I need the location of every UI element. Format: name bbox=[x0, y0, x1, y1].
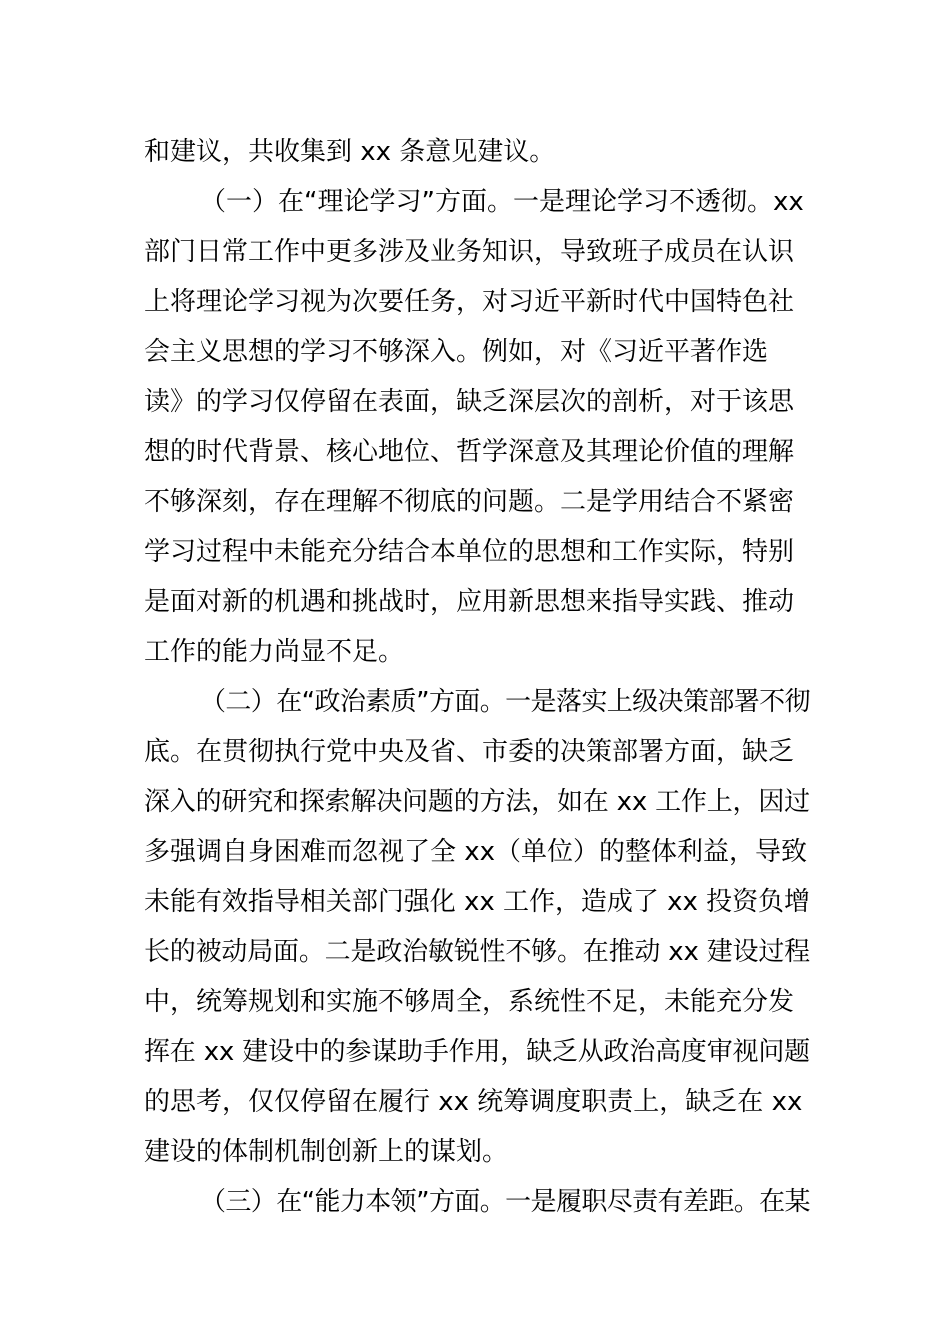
document-body bbox=[144, 127, 810, 1227]
text-line: 工作的能力尚显不足。 bbox=[144, 637, 405, 667]
text-line: （二）在“政治素质”方面。一是落实上级决策部署不彻 bbox=[200, 687, 810, 717]
text-line: 学习过程中未能充分结合本单位的思想和工作实际，特别 bbox=[144, 537, 795, 567]
text-line: 挥在 xx 建设中的参谋助手作用，缺乏从政治高度审视问题 bbox=[144, 1037, 810, 1067]
text-line: 会主义思想的学习不够深入。例如，对《习近平著作选 bbox=[144, 337, 769, 367]
text-line: 上将理论学习视为次要任务，对习近平新时代中国特色社 bbox=[144, 287, 795, 317]
text-line: 的思考，仅仅停留在履行 xx 统筹调度职责上，缺乏在 xx bbox=[144, 1087, 803, 1117]
text-line: 底。在贯彻执行党中央及省、市委的决策部署方面，缺乏 bbox=[144, 737, 795, 767]
text-line: 部门日常工作中更多涉及业务知识，导致班子成员在认识 bbox=[144, 237, 795, 267]
text-line: 多强调自身困难而忽视了全 xx（单位）的整体利益，导致 bbox=[144, 837, 808, 867]
text-line: 想的时代背景、核心地位、哲学深意及其理论价值的理解 bbox=[144, 437, 795, 467]
text-line: 是面对新的机遇和挑战时，应用新思想来指导实践、推动 bbox=[144, 587, 795, 617]
text-line: 长的被动局面。二是政治敏锐性不够。在推动 xx 建设过程 bbox=[144, 937, 810, 967]
text-line: 深入的研究和探索解决问题的方法，如在 xx 工作上，因过 bbox=[144, 787, 810, 817]
text-line: 中，统筹规划和实施不够周全，系统性不足，未能充分发 bbox=[144, 987, 795, 1017]
text-line: （三）在“能力本领”方面。一是履职尽责有差距。在某 bbox=[200, 1187, 810, 1217]
text-line: 建设的体制机制创新上的谋划。 bbox=[144, 1137, 509, 1167]
text-line: 和建议，共收集到 xx 条意见建议。 bbox=[144, 137, 556, 167]
text-line: 读》的学习仅停留在表面，缺乏深层次的剖析，对于该思 bbox=[144, 387, 795, 417]
text-line: 不够深刻，存在理解不彻底的问题。二是学用结合不紧密 bbox=[144, 487, 795, 517]
text-line: （一）在“理论学习”方面。一是理论学习不透彻。xx bbox=[200, 187, 804, 217]
text-line: 未能有效指导相关部门强化 xx 工作，造成了 xx 投资负增 bbox=[144, 887, 811, 917]
